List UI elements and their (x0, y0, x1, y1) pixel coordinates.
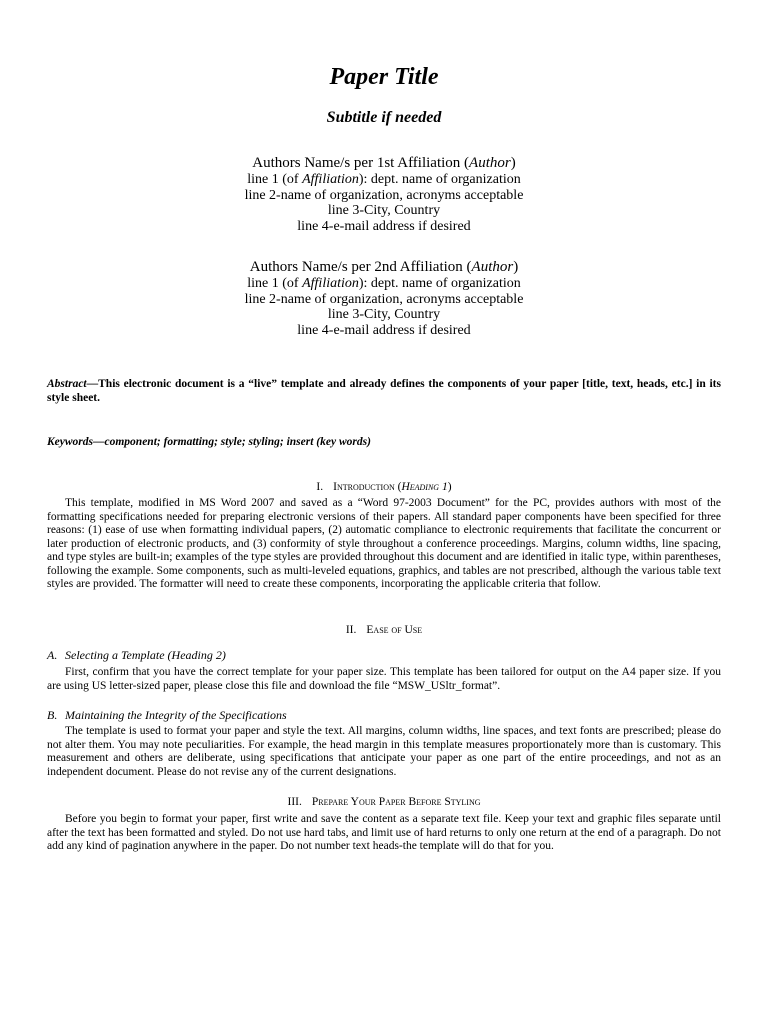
subsection-a-paragraph: First, confirm that you have the correct template for your paper size. This template has been tailored for output on the A4 paper size. If you are using US letter-sized paper, please close this file and download the file “MSW_USltr_format”. (47, 666, 721, 692)
subsection-b-paragraph: The template is used to format your paper and style the text. All margins, column widths, line spaces, and text fonts are prescribed; please do not alter them. You may note peculiarities. For example, the head margin in this template measures proportionately more than is customary. This measurement and others are deliberate, using specifications that anticipate your paper as one part of the entire proceedings, and not as an independent document. Please do not revise any of the current designations. (47, 725, 721, 778)
section-number: II. (345, 624, 357, 636)
line1-suffix: ): dept. name of organization (358, 276, 521, 291)
abstract-text: —This electronic document is a “live” template and already defines the components of your paper [title, text, heads, etc.] in its style sheet. (47, 378, 721, 404)
line1-italic: Affiliation (302, 276, 359, 291)
keywords (47, 436, 721, 450)
section-heading-prepare (0, 796, 768, 808)
subsection-heading-b (47, 708, 287, 723)
section-heading-ease-of-use (0, 624, 768, 636)
subsection-title: Selecting a Template (Heading 2) (65, 648, 226, 662)
section-title: Ease of Use (366, 624, 423, 636)
abstract-label: Abstract (47, 378, 87, 390)
line1-prefix: line 1 (of (247, 276, 303, 291)
author-italic: Author (469, 155, 511, 171)
author-prefix: Authors Name/s per 1st Affiliation ( (252, 155, 470, 171)
section-heading-introduction (0, 481, 768, 493)
affiliation-2-line2: line 2-name of organization, acronyms acceptable (244, 291, 524, 307)
affiliation-2-line3: line 3-City, Country (327, 307, 441, 322)
subsection-heading-a (47, 648, 226, 663)
subsection-letter: A. (47, 648, 58, 662)
affiliation-2 (0, 258, 768, 338)
section-title: Prepare Your Paper Before Styling (311, 796, 481, 808)
abstract (47, 378, 721, 405)
paper-subtitle: Subtitle if needed (326, 109, 442, 126)
line1-suffix: ): dept. name of organization (358, 172, 521, 187)
author-italic: Author (471, 259, 514, 275)
line1-italic: Affiliation (302, 172, 359, 187)
prepare-paragraph: Before you begin to format your paper, first write and save the content as a separate text file. Keep your text and graphic files separate until after the text has been formatted and styled. Do not use hard tabs, and limit use of hard returns to only one return at the end of a paragraph. Do not add any kind of pagination anywhere in the paper. Do not number text heads-the template will do that for you. (47, 813, 721, 852)
affiliation-1-author (0, 154, 768, 172)
author-prefix: Authors Name/s per 2nd Affiliation ( (249, 259, 472, 275)
affiliation-1 (0, 154, 768, 234)
section-number: I. (316, 481, 324, 493)
author-suffix: ) (510, 155, 516, 171)
subsection-letter: B. (47, 708, 58, 722)
section-number: III. (287, 796, 302, 808)
section-title: Introduction ( (333, 481, 402, 493)
subsection-title: Maintaining the Integrity of the Specifications (65, 708, 287, 722)
author-suffix: ) (513, 259, 519, 275)
affiliation-2-line4: line 4-e-mail address if desired (297, 322, 471, 338)
affiliation-1-line3: line 3-City, Country (327, 203, 441, 218)
keywords-label: Keywords (47, 436, 93, 448)
section-title-italic: Heading 1 (401, 481, 448, 493)
affiliation-1-line1 (0, 172, 768, 188)
section-title-suffix: ) (447, 481, 452, 493)
keywords-text: —component; formatting; style; styling; insert (key words) (93, 436, 371, 448)
affiliation-2-line1 (0, 276, 768, 292)
paper-title: Paper Title (329, 64, 439, 90)
line1-prefix: line 1 (of (247, 172, 303, 187)
affiliation-1-line4: line 4-e-mail address if desired (297, 218, 471, 234)
introduction-paragraph: This template, modified in MS Word 2007 and saved as a “Word 97-2003 Document” for the PC, provides authors with most of the formatting specifications needed for preparing electronic versions of their papers. All standard paper components have been specified for three reasons: (1) ease of use when formatting individual papers, (2) automatic compliance to electronic requirements that facilitate the concurrent or later production of electronic products, and (3) conformity of style throughout a conference proceedings. Margins, column widths, line spacing, and type styles are built-in; examples of the type styles are provided throughout this document and are identified in italic type, within parentheses, following the example. Some components, such as multi-leveled equations, graphics, and tables are not prescribed, although the various table text styles are provided. The formatter will need to create these components, incorporating the applicable criteria that follow. (47, 497, 721, 590)
affiliation-2-author (0, 258, 768, 276)
affiliation-1-line2: line 2-name of organization, acronyms acceptable (244, 187, 524, 203)
